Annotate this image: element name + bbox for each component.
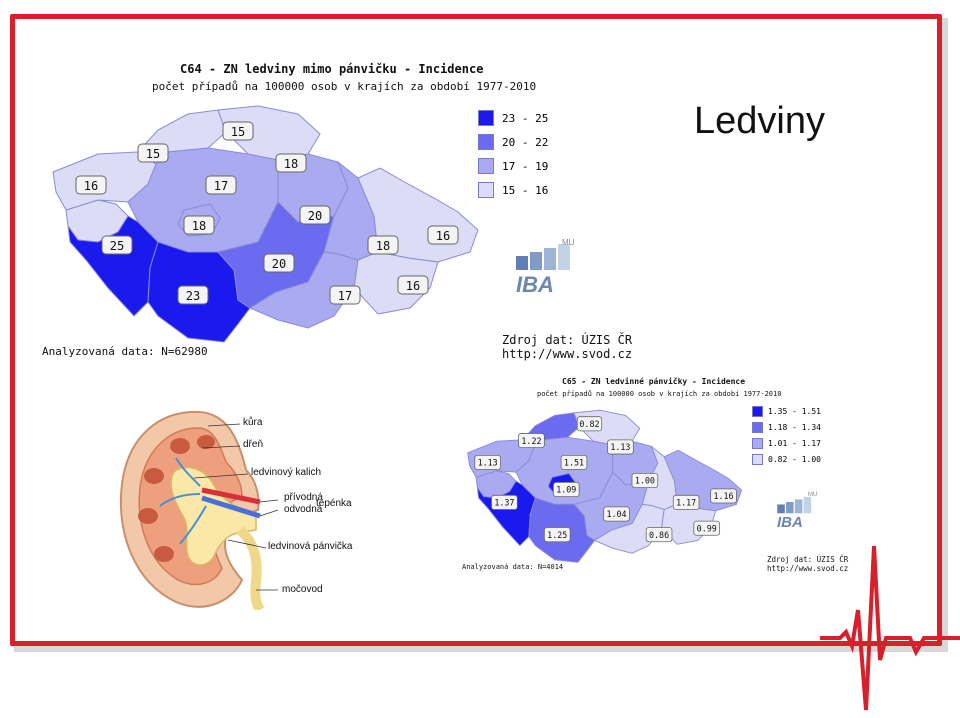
map-c64-title: C64 - ZN ledviny mimo pánvičku - Incidence [180, 62, 484, 76]
legend-label: 1.35 - 1.51 [768, 407, 821, 416]
c64-label-11: 23 [185, 289, 201, 303]
map-c64-source-line1: Zdroj dat: ÚZIS ČR [502, 333, 633, 347]
slide-title: Ledviny [694, 100, 825, 142]
iba-logo-small-sup: MU [808, 492, 818, 498]
c64-label-6: 20 [307, 209, 323, 223]
c65-label-6: 1.09 [556, 484, 577, 495]
map-c65-title: C65 - ZN ledvinné pánvičky - Incidence [562, 377, 746, 386]
legend-c65-item [752, 454, 821, 465]
kidney-label-ureter: močovod [282, 584, 323, 595]
legend-label: 20 - 22 [502, 135, 549, 149]
kidney-label-pelvis: ledvinová pánvička [268, 541, 353, 552]
c64-label-9: 16 [435, 229, 451, 243]
ecg-line-decoration [820, 540, 960, 718]
legend-label: 1.01 - 1.17 [768, 439, 821, 448]
c65-label-10: 1.04 [606, 509, 627, 520]
c65-label-5: 1.00 [634, 475, 655, 486]
legend-c64-item [478, 182, 548, 198]
legend-label: 1.18 - 1.34 [768, 423, 821, 432]
map-c65-source-line2: http://www.svod.cz [767, 563, 849, 573]
c64-label-0: 15 [230, 125, 246, 139]
c64-label-1: 15 [145, 147, 161, 161]
c64-label-12: 17 [337, 289, 353, 303]
iba-logo-text: IBA [516, 272, 554, 297]
map-c64-subtitle: počet případů na 100000 osob v krajích za období 1977-2010 [152, 80, 537, 93]
c65-label-11: 1.25 [547, 529, 568, 540]
kidney-illustration [110, 406, 290, 610]
kidney-label-cortex: kůra [243, 417, 263, 428]
legend-swatch [752, 406, 763, 417]
legend-label: 23 - 25 [502, 111, 549, 125]
legend-swatch [752, 438, 763, 449]
legend-swatch [478, 110, 494, 126]
legend-c65-item [752, 406, 821, 417]
kidney-label-calyx: ledvinový kalich [251, 467, 322, 478]
legend-label: 15 - 16 [502, 183, 549, 197]
legend-c64-item [478, 110, 548, 126]
c65-label-2: 1.13 [610, 442, 631, 453]
legend-swatch [478, 158, 494, 174]
iba-logo-small-text: IBA [777, 514, 803, 531]
kidney-label-arteriole: tepénka [316, 498, 352, 509]
legend-swatch [478, 182, 494, 198]
legend-c64-item [478, 158, 548, 174]
c65-label-0: 0.82 [579, 419, 600, 429]
c65-label-7: 1.37 [494, 497, 515, 508]
c64-label-5: 18 [191, 219, 207, 233]
iba-logo-sup: MU [562, 238, 575, 247]
c65-label-9: 1.16 [713, 491, 734, 502]
map-c64-source-line2: http://www.svod.cz [502, 346, 633, 361]
legend-swatch [752, 454, 763, 465]
c65-label-3: 1.13 [477, 457, 498, 468]
map-c64-source [502, 334, 632, 362]
ureter [240, 530, 260, 610]
kidney-label-medulla: dřeň [243, 439, 264, 450]
c64-label-3: 18 [283, 157, 299, 171]
legend-label: 17 - 19 [502, 159, 549, 173]
c64-label-2: 16 [83, 179, 99, 193]
legend-c65-item [752, 438, 821, 449]
map-c65-subtitle: počet případů na 100000 osob v krajích za období 1977-2010 [537, 390, 782, 398]
c65-label-8: 1.17 [676, 497, 697, 508]
legend-label: 0.82 - 1.00 [768, 455, 821, 464]
c65-label-12: 0.86 [648, 529, 670, 540]
map-c65-analyzed: Analyzovaná data: N=4014 [462, 563, 564, 571]
c64-label-10: 20 [271, 257, 287, 271]
map-c64-analyzed: Analyzovaná data: N=62980 [42, 345, 208, 358]
c64-label-8: 18 [375, 239, 391, 253]
map-c65-source-line1: Zdroj dat: ÚZIS ČR [767, 555, 849, 564]
iba-logo-small [776, 492, 820, 532]
iba-logo [514, 238, 584, 298]
kidney-label-afferent: přívodná [284, 492, 323, 503]
legend-swatch [752, 422, 763, 433]
c64-label-13: 16 [405, 279, 421, 293]
c65-label-1: 1.22 [521, 435, 542, 446]
map-c65 [458, 400, 748, 570]
legend-swatch [478, 134, 494, 150]
legend-c65-item [752, 422, 821, 433]
c64-label-4: 17 [213, 179, 229, 193]
kidney-label-efferent: odvodná [284, 504, 323, 515]
c65-label-13: 0.99 [696, 523, 717, 534]
legend-c64-item [478, 134, 548, 150]
c64-label-7: 25 [109, 239, 125, 253]
map-c64 [38, 92, 488, 352]
c65-label-4: 1.51 [563, 457, 585, 468]
